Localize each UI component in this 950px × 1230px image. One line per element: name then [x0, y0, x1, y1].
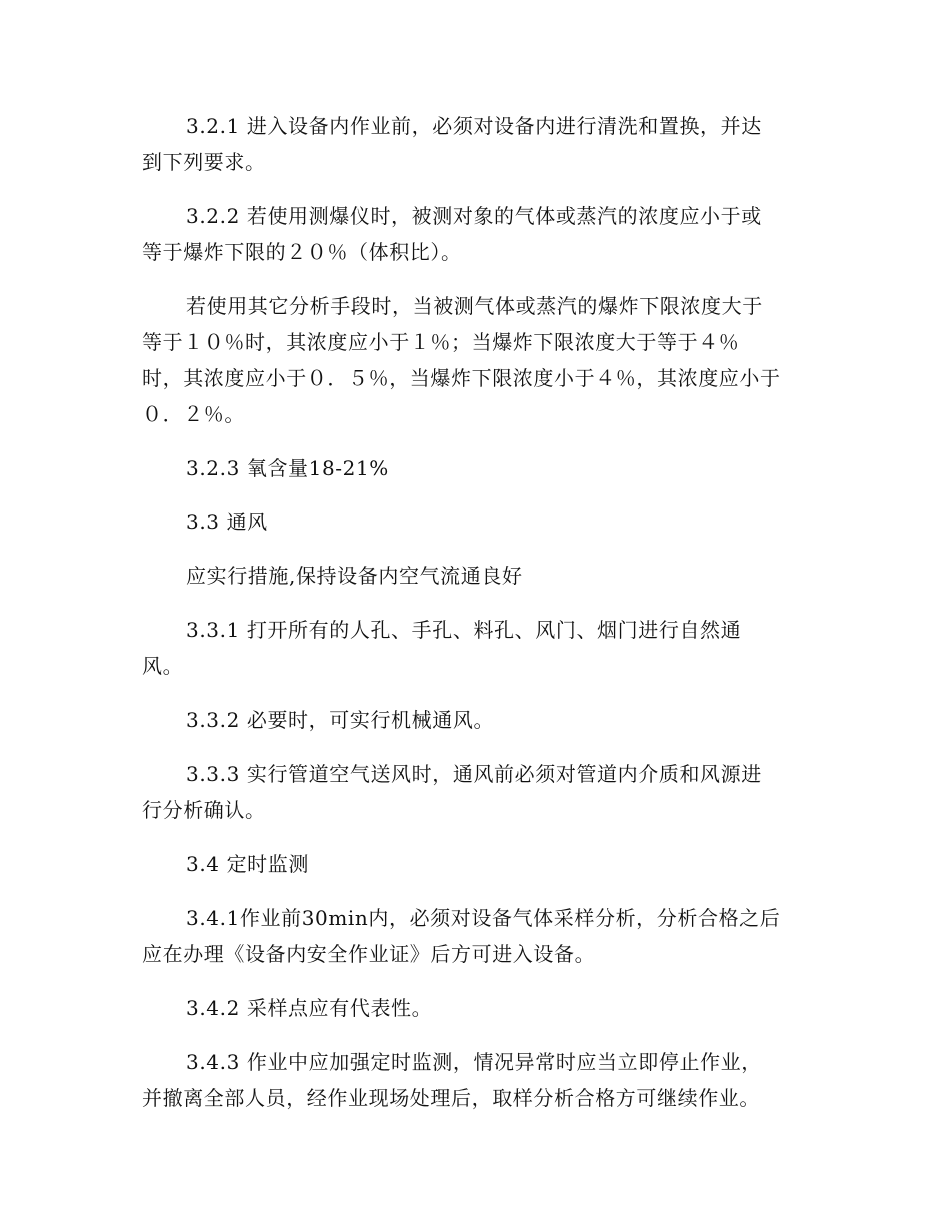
text-line: 行分析确认。: [142, 798, 266, 822]
text-line: 3.2.2 若使用测爆仪时，被测对象的气体或蒸汽的浓度应小于或: [186, 204, 762, 228]
heading-3-3: [142, 504, 822, 540]
text-line: 3.3 通风: [186, 510, 268, 534]
paragraph-ventilation-intro: [142, 558, 822, 594]
text-line: 3.3.2 必要时，可实行机械通风。: [186, 708, 495, 732]
document-body: [142, 108, 822, 1116]
paragraph-3-2-1: [142, 108, 822, 180]
text-line: 到下列要求。: [142, 150, 266, 174]
text-line: 3.4.2 采样点应有代表性。: [186, 996, 433, 1020]
text-line: 应在办理《设备内安全作业证》后方可进入设备。: [142, 942, 596, 966]
text-line: 时，其浓度应小于０．５％，当爆炸下限浓度小于４％，其浓度应小于: [142, 366, 781, 390]
paragraph-3-3-1: [142, 612, 822, 684]
text-line: 应实行措施,保持设备内空气流通良好: [186, 564, 523, 588]
paragraph-3-4-1: [142, 900, 822, 972]
text-line: 等于爆炸下限的２０％（体积比）。: [142, 240, 462, 264]
paragraph-3-4-2: [142, 990, 822, 1026]
text-line: 若使用其它分析手段时，当被测气体或蒸汽的爆炸下限浓度大于: [186, 294, 763, 318]
text-line: 3.3.1 打开所有的人孔、手孔、料孔、风门、烟门进行自然通: [186, 618, 742, 642]
text-line: 等于１０％时，其浓度应小于１％；当爆炸下限浓度大于等于４％: [142, 330, 740, 354]
text-line: 3.4.1作业前30min内，必须对设备气体采样分析，分析合格之后: [186, 906, 781, 930]
paragraph-3-4-3: [142, 1044, 822, 1116]
text-line: 3.4 定时监测: [186, 852, 309, 876]
text-line: ０．２％。: [142, 402, 245, 426]
text-line: 风。: [142, 654, 184, 678]
text-line: 并撤离全部人员，经作业现场处理后，取样分析合格方可继续作业。: [142, 1086, 760, 1110]
paragraph-3-3-2: [142, 702, 822, 738]
paragraph-other-analysis: [142, 288, 822, 432]
text-line: 3.2.1 进入设备内作业前，必须对设备内进行清洗和置换，并达: [186, 114, 762, 138]
text-line: 3.4.3 作业中应加强定时监测，情况异常时应当立即停止作业，: [186, 1050, 762, 1074]
text-line: 3.3.3 实行管道空气送风时，通风前必须对管道内介质和风源进: [186, 762, 762, 786]
paragraph-3-3-3: [142, 756, 822, 828]
paragraph-3-2-3: [142, 450, 822, 486]
text-line: 3.2.3 氧含量18-21%: [186, 456, 389, 480]
paragraph-3-2-2: [142, 198, 822, 270]
heading-3-4: [142, 846, 822, 882]
